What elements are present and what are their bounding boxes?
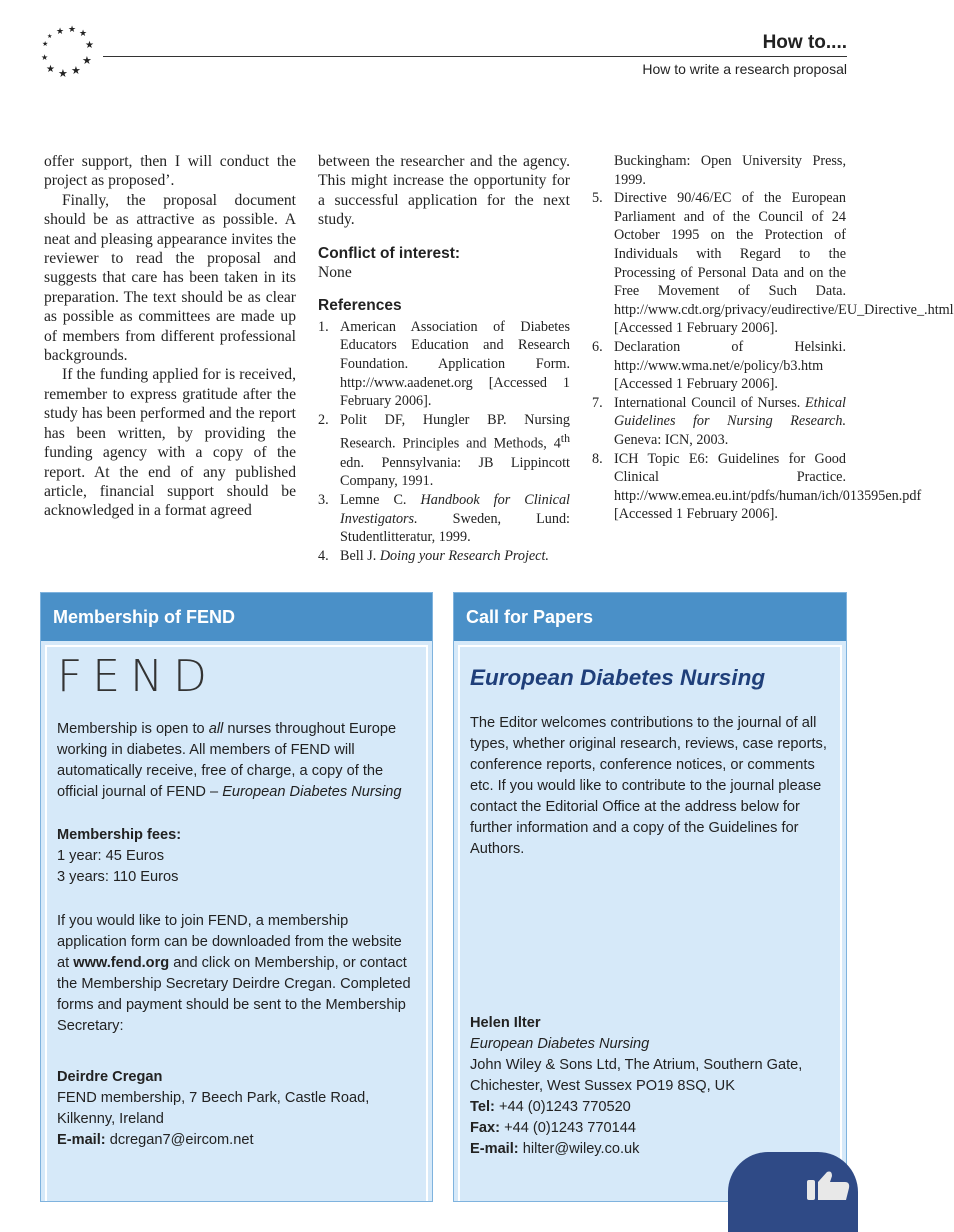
membership-box [40,592,433,1202]
reference-item [592,450,922,524]
reference-number: 5. [592,190,603,207]
membership-fees [57,825,416,888]
editor-contact [470,1013,830,1160]
reference-item [318,318,570,411]
reference-text: Bell J. [340,547,380,564]
reference-item [318,547,570,566]
text-column-3 [592,152,954,524]
call-for-papers-box [453,592,847,1202]
email-link[interactable]: dcregan7@eircom.net [109,1132,254,1148]
conflict-text: None [318,264,352,282]
reference-item [592,189,954,338]
reference-number: 3. [318,491,329,508]
thumbs-up-icon [805,1170,851,1200]
article-title: How to write a research proposal [642,61,847,77]
fee-3-years: 3 years: 110 Euros [57,869,179,885]
membership-heading: Membership of FEND [41,593,432,641]
journal-title: European Diabetes Nursing [470,665,766,690]
paragraph: offer support, then I will conduct the project as proposed’. [44,153,296,190]
svg-text:★: ★ [41,53,49,62]
svg-text:★: ★ [85,40,94,51]
reference-number: 8. [592,450,603,467]
svg-text:★: ★ [82,54,92,67]
reference-list [318,318,570,565]
email-link[interactable]: hilter@wiley.co.uk [522,1141,640,1157]
text-column-2 [318,152,570,565]
reference-title: Doing your Research Project. [379,547,549,564]
call-for-papers-body [470,713,830,860]
paragraph: Finally, the proposal document should be as attractive as possible. A neat and pleasing appearance invites the reviewer to read the proposal and suggests that care has been taken in its preparation. The text should be as clear as possible as committees are made up of members from different professional backgrounds. [44,191,296,365]
membership-content [45,645,428,1201]
conflict-heading: Conflict of interest: [318,244,461,262]
reference-item [592,152,846,189]
reference-number: 2. [318,411,329,428]
contact-name: Helen Ilter [470,1015,541,1031]
reference-item [318,411,570,491]
call-for-papers-heading: Call for Papers [454,593,846,641]
email-label: E-mail: [470,1141,519,1157]
svg-text:★: ★ [46,64,55,75]
journal-name: European Diabetes Nursing [222,784,402,800]
svg-text:★: ★ [71,64,81,77]
reference-number: 6. [592,338,603,355]
reference-text: American Association of Diabetes Educators Education and Research Foundation. Application Form. http://www.aadenet.org [Accessed 1 February 2006]. [340,318,570,410]
text: nurses throughout Europe working in diabetes. All members of FEND will automatically receive, free of charge, a copy of the official journal of FEND – [57,721,397,800]
reference-text: Buckingham: Open University Press, 1999. [614,153,846,188]
reference-text: Sweden, Lund: Studentlitteratur, 1999. [340,510,570,546]
reference-number: 1. [318,318,329,335]
reference-item [592,338,846,394]
contact-address: FEND membership, 7 Beech Park, Castle Road, Kilkenny, Ireland [57,1090,370,1127]
references-heading: References [318,297,402,315]
fee-1-year: 1 year: 45 Euros [57,848,165,864]
svg-text:★: ★ [47,33,53,40]
paragraph: between the researcher and the agency. This might increase the opportunity for a successful application for the next study. [318,153,570,229]
svg-text:★: ★ [58,67,68,80]
reference-title: Handbook for Clinical Investigators. [340,491,570,527]
text: If you would like to join FEND, a membership application form can be downloaded from the website at [57,913,402,971]
reference-text: International Council of Nurses. [614,394,806,411]
fend-website-link[interactable]: www.fend.org [73,955,170,971]
emphasis: all [208,721,224,737]
contact-journal: European Diabetes Nursing [470,1036,650,1052]
reference-title: Ethical Guidelines for Nursing Research. [614,394,846,430]
call-for-papers-content [458,645,842,1201]
text-column-1 [44,152,296,521]
reference-item [592,394,846,450]
reference-text: Geneva: ICN, 2003. [614,431,729,448]
svg-text:★: ★ [68,25,77,35]
paragraph: If the funding applied for is received, remember to express gratitude after the study has been performed and the report has been written, by providing the funding agency with a copy of the report. At the end of any published article, financial support should be acknowledged in a format agreed [44,366,296,520]
svg-text:★: ★ [56,27,65,37]
fend-logo: FEND [57,651,217,702]
reference-text: Directive 90/46/EC of the European Parliament and of the Council of 24 October 1995 on the Protection of Individuals with Regard to the Processing of Personal Data and on the Free Movement of Such Data. http://www.cdt.org/privacy/eudirective/EU_Directive_.html [Accessed 1 February 2006]. [614,190,954,337]
membership-intro [57,719,416,803]
text: and click on Membership, or contact the Membership Secretary Deirdre Cregan. Completed forms and payment should be sent to the Membership Secretary: [57,955,411,1034]
contact-name: Deirdre Cregan [57,1069,163,1085]
svg-text:★: ★ [42,40,49,48]
header-divider [103,56,847,57]
reference-list [592,152,954,524]
reference-number: 4. [318,547,329,564]
superscript: th [560,431,570,446]
membership-contact [57,1067,416,1151]
reference-item [318,491,570,547]
fax-label: Fax: [470,1120,501,1136]
paragraph: The Editor welcomes contributions to the journal of all types, whether original research, reviews, case reports, conference reports, conference notices, or comments etc. If you would like to contribute to the journal please contact the Editorial Office at the address below for further information and a copy of the Guidelines for Authors. [470,715,827,857]
section-title: How to.... [762,32,847,53]
contact-address: John Wiley & Sons Ltd, The Atrium, Southern Gate, Chichester, West Sussex PO19 8SQ, UK [470,1057,803,1094]
fees-heading: Membership fees: [57,827,182,843]
fax-number: +44 (0)1243 770144 [504,1120,636,1136]
tel-number: +44 (0)1243 770520 [498,1099,631,1115]
reference-text: edn. Pennsylvania: JB Lippincott Company, 1991. [340,454,570,490]
email-label: E-mail: [57,1132,106,1148]
reference-text: Lemne C. [340,491,421,508]
reference-text: Polit DF, Hungler BP. Nursing Research. Principles and Methods, 4 [340,411,570,453]
join-info [57,911,416,1037]
text: Membership is open to [57,721,209,737]
reference-text: ICH Topic E6: Guidelines for Good Clinical Practice. http://www.emea.eu.int/pdfs/human/ich/013595en.pdf [Accessed 1 February 2006]. [614,450,922,523]
svg-text:★: ★ [79,29,88,39]
tel-label: Tel: [470,1099,495,1115]
reference-text: Declaration of Helsinki. http://www.wma.net/e/policy/b3.htm [Accessed 1 February 2006]. [614,338,846,393]
reference-number: 7. [592,394,603,411]
eu-stars-logo [38,22,102,86]
